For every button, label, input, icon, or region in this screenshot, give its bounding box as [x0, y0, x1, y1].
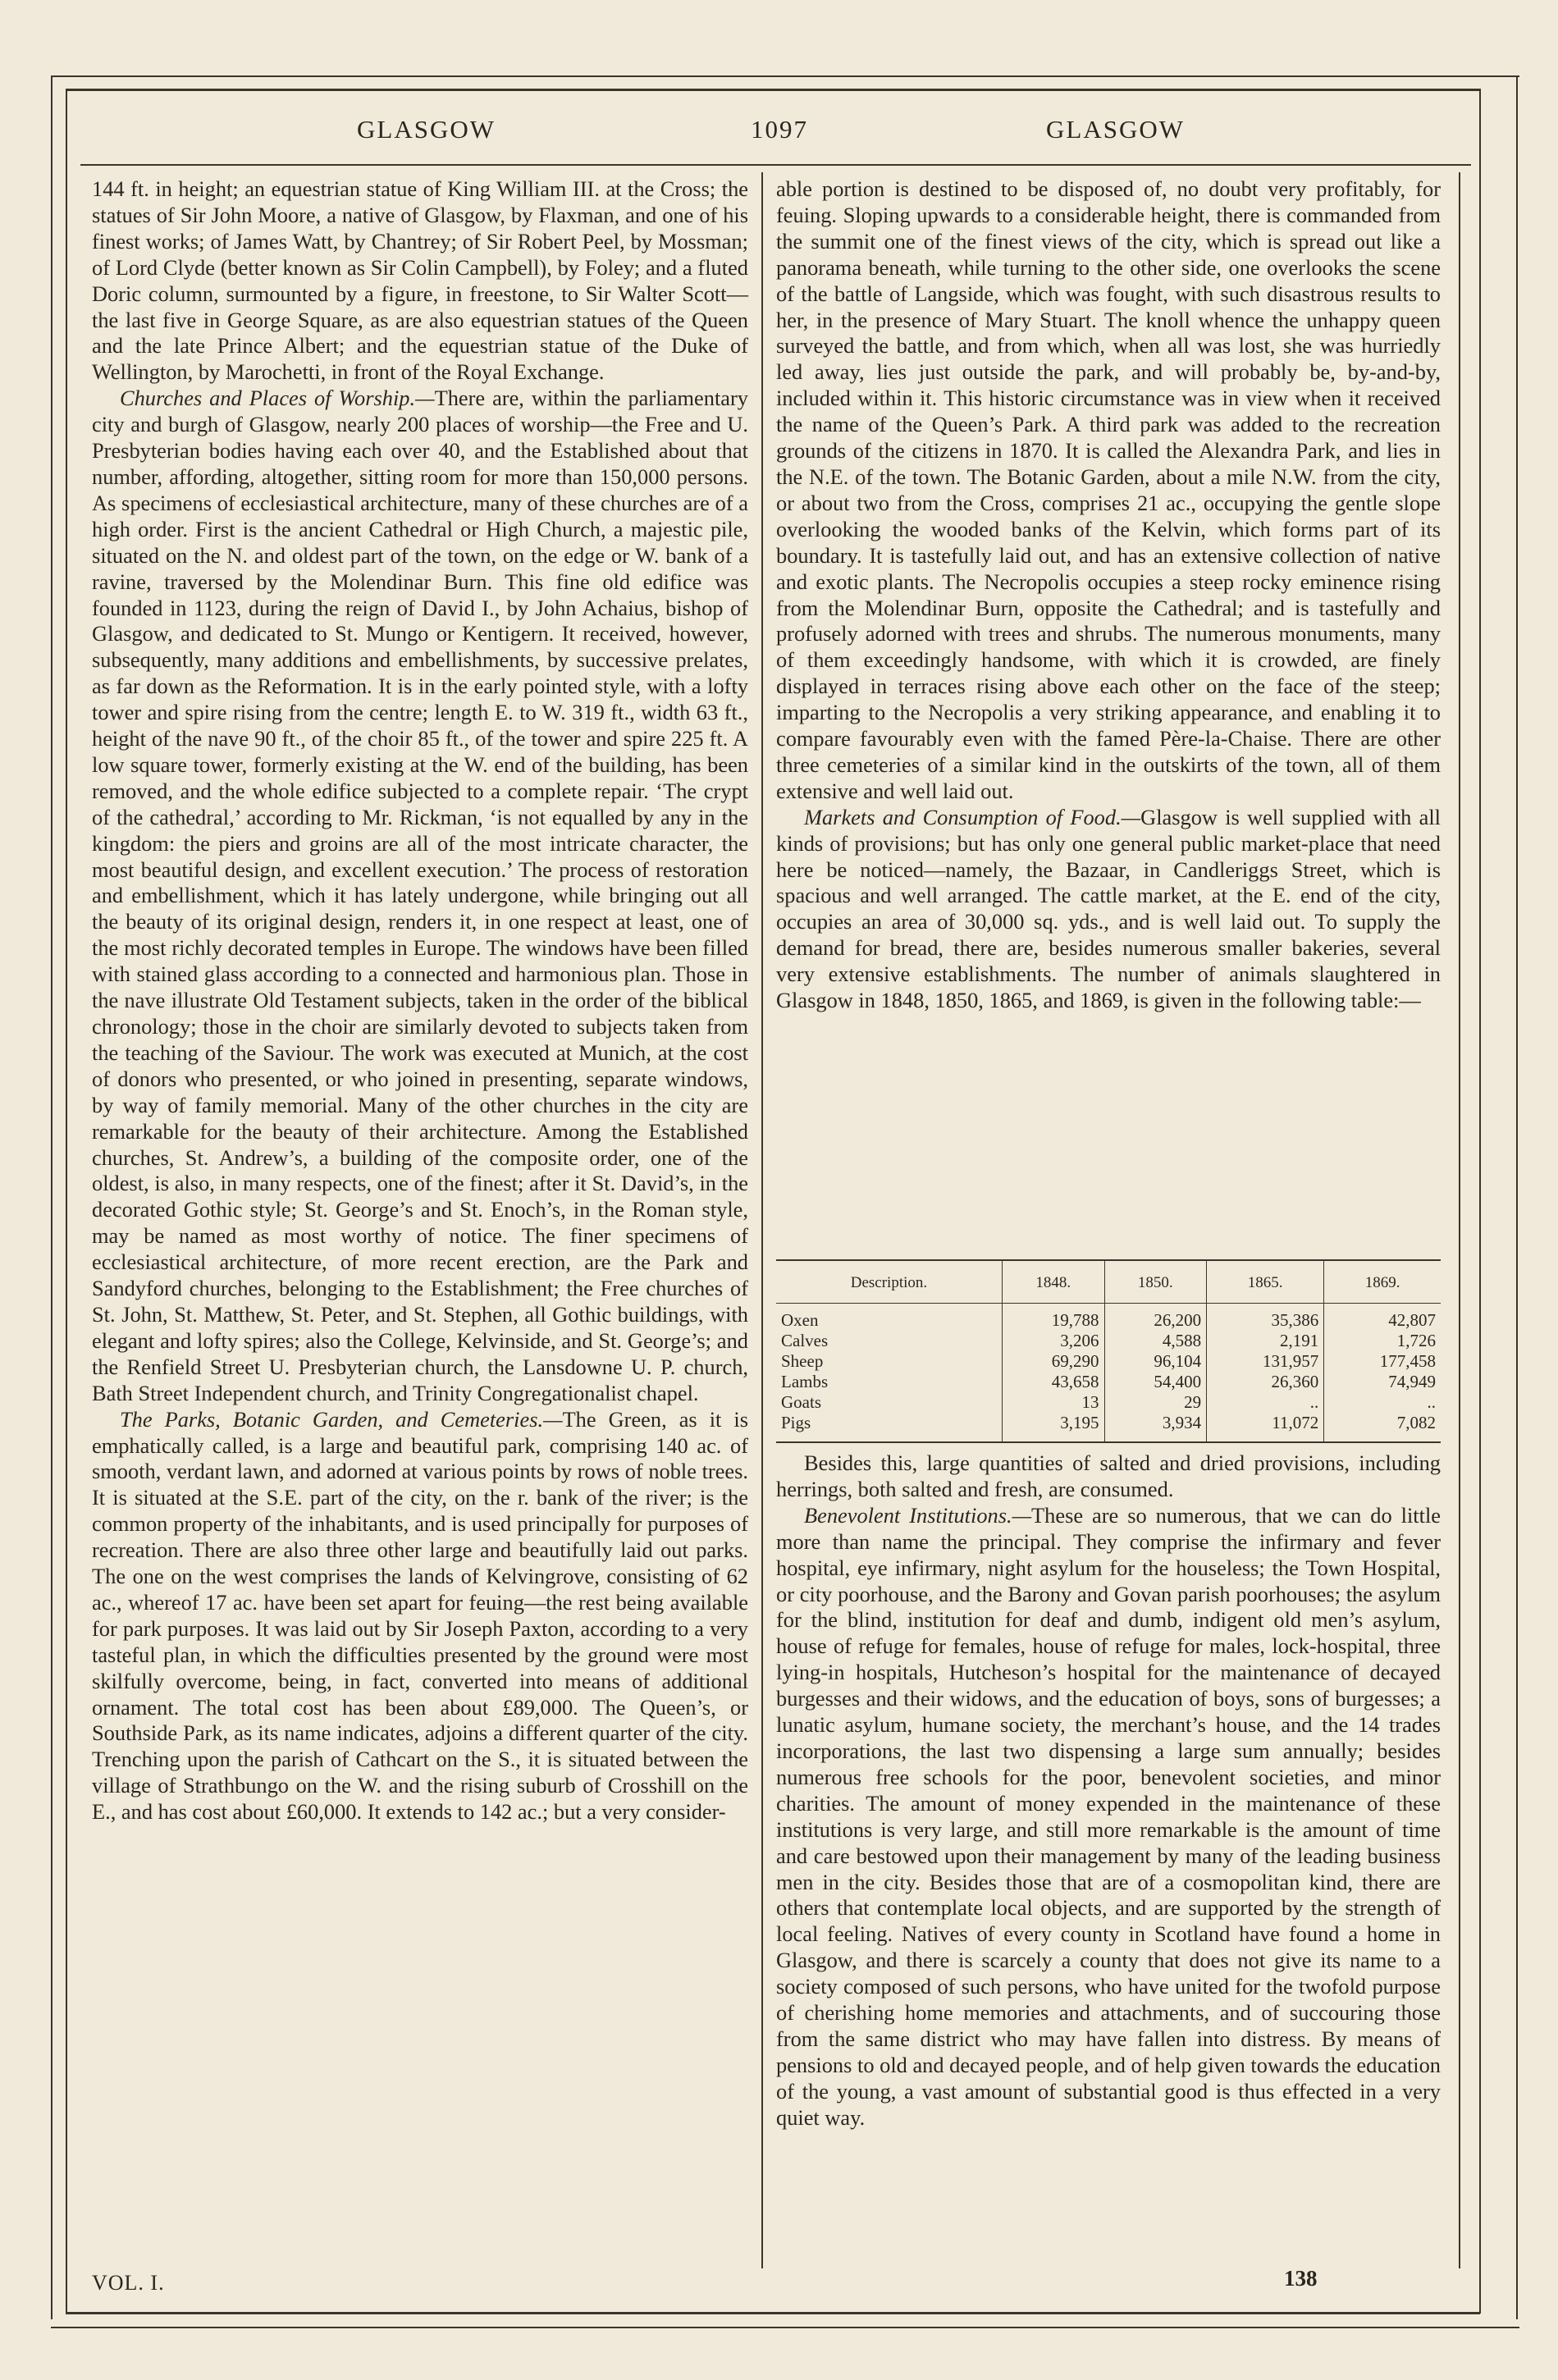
volume-signature: VOL. I. — [92, 2271, 165, 2295]
table-cell-value: 74,949 — [1324, 1372, 1441, 1392]
table-header: Description. — [776, 1260, 1002, 1304]
table-cell-value: 29 — [1104, 1392, 1207, 1413]
heading-parks: The Parks, Botanic Garden, and Cemeteries.— — [120, 1406, 563, 1432]
table-cell-description: Goats — [781, 1392, 821, 1412]
table-cell-value: 19,788 — [1002, 1304, 1104, 1332]
heading-markets: Markets and Consumption of Food.— — [804, 804, 1141, 829]
inner-rule-left — [66, 89, 67, 2314]
table-cell-description: Pigs — [776, 1413, 1002, 1442]
paragraph-statues: 144 ft. in height; an equestrian statue of King William III. at the Cross; the statues of Sir John Moore, a native of Glasgow, by Flaxman, and one of his finest works; of James Watt, by Chantrey; of Sir Robert Peel, by Mossman; of Lord Clyde (better known as Sir Colin Campbell), by Foley; and a fluted Doric column, surmounted by a figure, in freestone, to Sir Walter Scott—the last five in George Square, as are also equestrian statues of the Queen and the late Prince Albert; and the equestrian statue of the Duke of Wellington, by Marochetti, in front of the Royal Exchange. — [92, 176, 748, 385]
left-column — [92, 176, 748, 1825]
table-cell-value: 54,400 — [1104, 1372, 1207, 1392]
paragraph-benevolent — [776, 1503, 1441, 2131]
table-cell-value: 131,957 — [1207, 1351, 1324, 1372]
table-row — [776, 1413, 1441, 1442]
table-cell-value: 69,290 — [1002, 1351, 1104, 1372]
inner-rule-top — [66, 89, 1480, 91]
table-cell-value: 42,807 — [1324, 1304, 1441, 1332]
table-cell-value: 2,191 — [1207, 1331, 1324, 1351]
table-row — [776, 1351, 1441, 1372]
table-cell-value: 13 — [1002, 1392, 1104, 1413]
column-divider-right — [1459, 172, 1460, 2268]
outer-rule-bottom — [51, 2327, 1519, 2328]
running-head-left: GLASGOW — [357, 115, 496, 144]
table-cell-value: 43,658 — [1002, 1372, 1104, 1392]
paragraph-markets — [776, 805, 1441, 1014]
table-cell-value: 96,104 — [1104, 1351, 1207, 1372]
table-row — [776, 1304, 1441, 1332]
outer-rule-right — [1516, 75, 1518, 2319]
paragraph-churches-text: There are, within the parliamentary city and burgh of Glasgow, nearly 200 places of worship—the Free and U. Presbyterian bodies having each over 40, and the Established about that number, affording, altogether, sitting room for more than 150,000 persons. As specimens of ecclesiastical architecture, many of these churches are of a high order. First is the ancient Cathedral or High Church, a majestic pile, situated on the N. and oldest part of the town, on the edge or W. bank of a ravine, traversed by the Molendinar Burn. This fine old edifice was founded in 1123, during the reign of David I., by John Achaius, bishop of Glasgow, and dedicated to St. Mungo or Kentigern. It received, however, subsequently, many additions and embellishments, by successive prelates, as far down as the Reformation. It is in the early pointed style, with a lofty tower and spire rising from the centre; length E. to W. 319 ft., width 63 ft., height of the nave 90 ft., of the choir 85 ft., of the tower and spire 225 ft. A low square tower, formerly existing at the W. end of the building, has been removed, and the whole edifice subjected to a complete repair. ‘The crypt of the cathedral,’ according to Mr. Rickman, ‘is not equalled by any in the kingdom: the piers and groins are all of the most intricate character, the most beautiful design, and excellent execution.’ The process of restoration and embellishment, which it has lately undergone, while bringing out all the beauty of its original design, renders it, in one respect at least, one of the most richly decorated temples in Europe. The windows have been filled with stained glass according to a connected and harmonious plan. Those in the nave illustrate Old Testament subjects, taken in the order of the biblical chronology; those in the choir are similarly devoted to subjects taken from the teaching of the Saviour. The work was executed at Munich, at the cost of donors who presented, or who joined in presenting, separate windows, by way of family memorial. Many of the other churches in the city are remarkable for the beauty of their architecture. Among the Established churches, St. Andrew’s, a building of the composite order, one of the oldest, is also, in many respects, one of the finest; after it St. David’s, in the decorated Gothic style; St. George’s and St. Enoch’s, in the Roman style, may be named as most worthy of notice. The finer specimens of ecclesiastical architecture, of more recent erection, are the Park and Sandyford churches, belonging to the Establishment; the Free churches of St. John, St. Matthew, St. Peter, and St. Stephen, all Gothic buildings, with elegant and lofty spires; also the College, Kelvinside, and St. George’s; and the Renfield Street U. Presbyterian church, the Lansdowne U. P. church, Bath Street Independent church, and Trinity Congregationalist chapel. — [92, 386, 749, 1405]
table-cell-value: .. — [1324, 1392, 1441, 1413]
table-cell-value: 35,386 — [1207, 1304, 1324, 1332]
table-header: 1850. — [1104, 1260, 1207, 1304]
table-cell-value: 26,360 — [1207, 1372, 1324, 1392]
header-rule — [80, 164, 1471, 166]
column-divider — [761, 172, 763, 2268]
table-header: 1869. — [1324, 1260, 1441, 1304]
table-cell-value: 3,195 — [1002, 1413, 1104, 1442]
table-cell-description: Lambs — [781, 1372, 829, 1391]
table-cell-description: Sheep — [781, 1351, 824, 1371]
heading-churches: Churches and Places of Worship.— — [120, 386, 435, 411]
table-cell-value: 7,082 — [1324, 1413, 1441, 1442]
table-cell-description: Calves — [781, 1331, 829, 1350]
sheet-signature: 138 — [1284, 2266, 1318, 2291]
table-row — [776, 1392, 1441, 1413]
table-row — [776, 1331, 1441, 1351]
animals-slaughtered-table — [776, 1259, 1441, 1443]
inner-rule-bottom — [66, 2312, 1480, 2314]
table-header-row — [776, 1260, 1441, 1304]
outer-rule-left — [51, 75, 53, 2319]
page-number: 1097 — [751, 115, 808, 144]
paragraph-queens-park: able portion is destined to be disposed of, no doubt very profitably, for feuing. Sloping upwards to a considerable height, there is commanded from the summit one of the finest views of the city, which is spread out like a panorama beneath, while turning to the other side, one overlooks the scene of the battle of Langside, which was fought, with such disastrous results to her, in the presence of Mary Stuart. The knoll whence the unhappy queen surveyed the battle, and from which, when all was lost, she was hurriedly led away, lies just outside the park, and will probably be, by-and-by, included within it. This historic circumstance was in view when it received the name of the Queen’s Park. A third park was added to the recreation grounds of the citizens in 1870. It is called the Alexandra Park, and lies in the N.E. of the town. The Botanic Garden, about a mile N.W. from the city, or about two from the Cross, comprises 21 ac., occupying the gentle slope overlooking the wooded banks of the Kelvin, which forms part of its boundary. It is tastefully laid out, and has an extensive collection of native and exotic plants. The Necropolis occupies a steep rocky eminence rising from the Molendinar Burn, opposite the Cathedral; and is tastefully and profusely adorned with trees and shrubs. The numerous monuments, many of them exceedingly handsome, with which it is crowded, are finely displayed in terraces rising above each other on the face of the steep; imparting to the Necropolis a very striking appearance, and enabling it to compare favourably even with the famed Père-la-Chaise. There are other three cemeteries of a similar kind in the outskirts of the town, all of them extensive and well laid out. — [776, 176, 1441, 803]
running-head-right: GLASGOW — [1046, 115, 1185, 144]
heading-benevolent: Benevolent Institutions.— — [804, 1502, 1032, 1528]
table-cell-value: 11,072 — [1207, 1413, 1324, 1442]
table-cell-value: 177,458 — [1324, 1351, 1441, 1372]
table-cell-value: 4,588 — [1104, 1331, 1207, 1351]
paragraph-provisions: Besides this, large quantities of salted and dried provisions, including herrings, both salted and fresh, are consumed. — [776, 1450, 1441, 1501]
paragraph-parks-text: The Green, as it is emphatically called, is a large and beautiful park, comprising 140 ac. of smooth, verdant lawn, and adorned at various points by rows of noble trees. It is situated at the S.E. part of the city, on the r. bank of the river; is the common property of the inhabitants, and is used principally for purposes of recreation. There are also three other large and beautifully laid out parks. The one on the west comprises the lands of Kelvingrove, consisting of 62 ac., whereof 17 ac. have been set apart for feuing—the rest being available for park purposes. It was laid out by Sir Joseph Paxton, according to a very tasteful plan, in which the difficulties presented by the ground were most skilfully overcome, being, in fact, converted into means of additional ornament. The total cost has been about £89,000. The Queen’s, or Southside Park, as its name indicates, adjoins a different quarter of the city. Trenching upon the parish of Cathcart on the S., it is situated between the village of Strathbungo on the W. and the rising suburb of Crosshill on the E., and has cost about £60,000. It extends to 142 ac.; but a very consider- — [92, 1406, 748, 1825]
table-header: 1865. — [1207, 1260, 1324, 1304]
table-cell-value: 26,200 — [1104, 1304, 1207, 1332]
running-head — [78, 115, 1464, 156]
inner-rule-right — [1479, 89, 1481, 2314]
paragraph-churches — [92, 386, 748, 1406]
table-cell-value: 1,726 — [1324, 1331, 1441, 1351]
table-cell-value: 3,934 — [1104, 1413, 1207, 1442]
table-cell-value: 3,206 — [1002, 1331, 1104, 1351]
right-column-bottom — [776, 1450, 1441, 2131]
paragraph-benevolent-text: These are so numerous, that we can do little more than name the principal. They comprise the infirmary and fever hospital, eye infirmary, night asylum for the houseless; the Town Hospital, or city poorhouse, and the Barony and Govan parish poorhouses; the asylum for the blind, institution for deaf and dumb, indigent old men’s asylum, house of refuge for females, house of refuge for males, lock-hospital, three lying-in hospitals, Hutcheson’s hospital for the maintenance of decayed burgesses and their widows, and the education of boys, sons of burgesses; a lunatic asylum, humane society, the merchant’s house, and the 14 trades incorporations, the last two dispensing a large sum annually; besides numerous free schools for the poor, benevolent societies, and minor charities. The amount of money expended in the maintenance of these institutions is very large, and still more remarkable is the amount of time and care bestowed upon their management by many of the leading business men in the city. Besides those that are of a cosmopolitan kind, there are others that contemplate local objects, and are supported by the strength of local feeling. Natives of every county in Scotland have found a home in Glasgow, and there is scarcely a county that does not give its name to a society composed of such persons, who have united for the twofold purpose of cherishing home memories and attachments, and of succouring those from the same district who may have fallen into distress. By means of pensions to old and decayed people, and of help given towards the education of the young, a vast amount of substantial good is thus effected in a very quiet way. — [776, 1502, 1441, 2130]
right-column-top — [776, 176, 1441, 1014]
paragraph-markets-text: Glasgow is well supplied with all kinds of provisions; but has only one general public market-place that need here be noticed—namely, the Bazaar, in Candleriggs Street, which is spacious and well arranged. The cattle market, at the E. end of the city, occupies an area of 30,000 sq. yds., and is well laid out. To supply the demand for bread, there are, besides numerous smaller bakeries, several very extensive establishments. The number of animals slaughtered in Glasgow in 1848, 1850, 1865, and 1869, is given in the following table:— — [776, 804, 1441, 1013]
paragraph-parks — [92, 1407, 748, 1826]
table-row — [776, 1372, 1441, 1392]
table-cell-value: .. — [1207, 1392, 1324, 1413]
outer-rule-top — [51, 75, 1519, 77]
table-header: 1848. — [1002, 1260, 1104, 1304]
table-cell-description: Oxen — [781, 1310, 819, 1330]
